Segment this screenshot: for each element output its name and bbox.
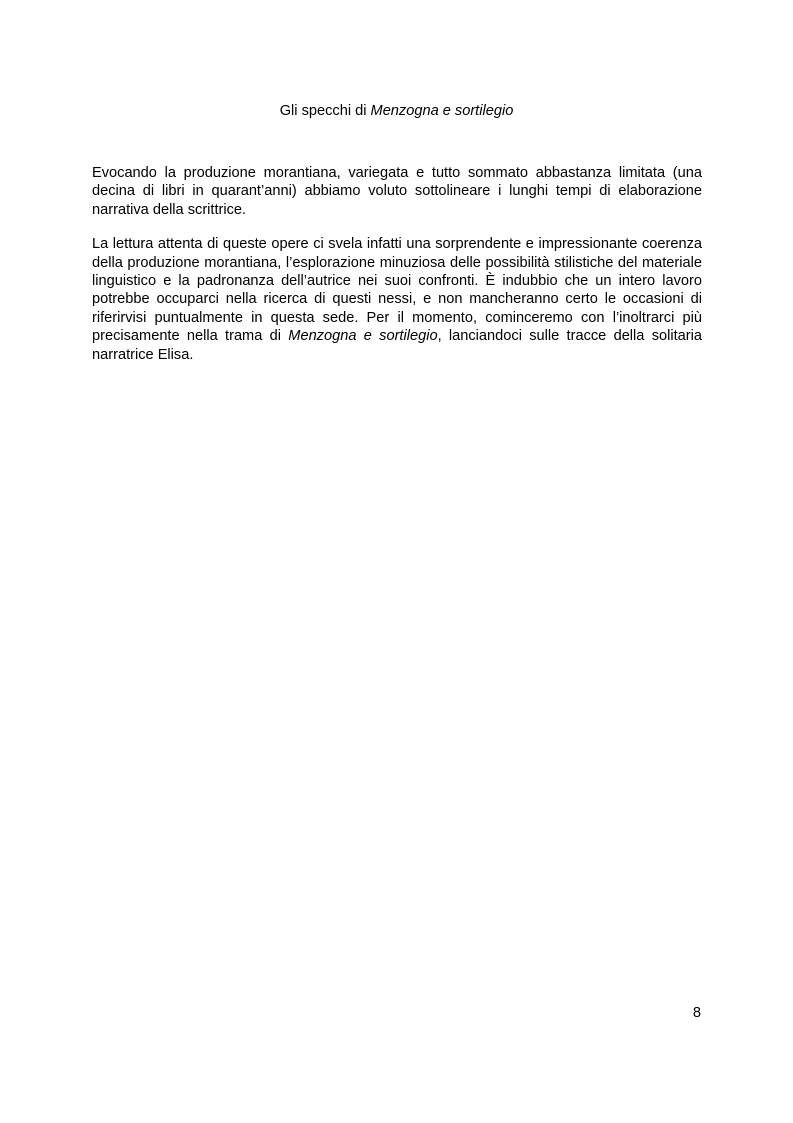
paragraph-2 (92, 235, 702, 364)
chapter-heading (0, 102, 793, 120)
paragraph-2-text-after: , lanciandoci sulle tracce della solitaria narratrice Elisa. (92, 328, 702, 363)
paragraph-1: Evocando la produzione morantiana, variegata e tutto sommato abbastanza limitata (una decina di libri in quarant’anni) abbiamo voluto sottolineare i lunghi tempi di elaborazione narrativa della scrittrice. (92, 165, 702, 218)
heading-italic-title: Menzogna e sortilegio (370, 103, 514, 119)
page-number: 8 (692, 1005, 701, 1021)
heading-prefix: Gli specchi di (279, 103, 371, 119)
body-text (92, 164, 702, 380)
paragraph-2-italic-title: Menzogna e sortilegio (288, 328, 438, 345)
paragraph-2-text-before: La lettura attenta di queste opere ci svela infatti una sorprendente e impressionante coerenza della produzione morantiana, l’esplorazione minuziosa delle possibilità stilistiche del materiale linguistico e la padronanza dell’autrice nei suoi confronti. È indubbio che un intero lavoro potrebbe occuparci nella ricerca di questi nessi, e non mancheranno certo le occasioni di riferirvisi puntualmente in questa sede. Per il momento, cominceremo con l’inoltrarci più precisamente nella trama di (92, 236, 702, 345)
